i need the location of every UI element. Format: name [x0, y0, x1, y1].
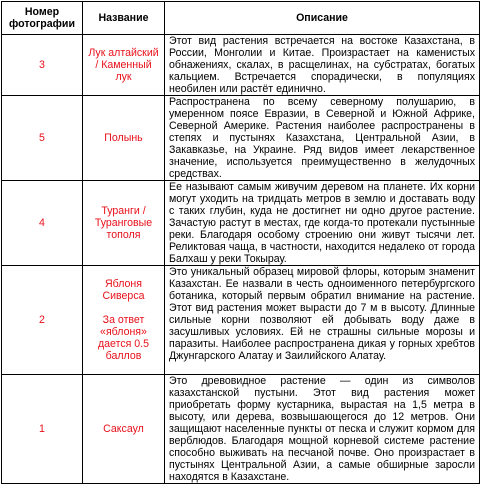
- description-cell: Распространена по всему северному полушарию, в умеренном поясе Евразии, в Северной и Южной Африке, Северной Америке. Растения наиболее распространены в степях и пустынях Казахстана, Центральной Азии, в Закавказье, на Украине. Ряд видов имеет лекарственное значение, используется преимущественно в желудочных средствах.: [165, 96, 480, 181]
- scoring-note: За ответ «яблоня» дается 0.5 баллов: [97, 314, 150, 362]
- table-row: [2, 266, 480, 375]
- description-cell: Этот вид растения встречается на востоке Казахстана, в России, Монголии и Китае. Произрастает на каменистых обнажениях, скалах, в расщелинах, на субстратах, богатых кальцием. Встречается спорадически, в популяциях необилен или растёт единично.: [165, 35, 480, 96]
- plant-name-cell: Лук алтайский / Каменный лук: [83, 35, 165, 96]
- photo-number-cell: 1: [2, 375, 83, 484]
- header-name: Название: [83, 2, 165, 35]
- plant-name-text: Яблоня Сиверса: [102, 278, 145, 302]
- header-photo-number: Номер фотографии: [2, 2, 83, 35]
- table-row: [2, 35, 480, 96]
- table-row: [2, 96, 480, 181]
- header-row: [2, 2, 480, 35]
- photo-number-cell: 4: [2, 181, 83, 266]
- plant-name-cell: [83, 266, 165, 375]
- description-cell: Это древовидное растение — один из символов казахстанской пустыни. Этот вид растения может приобретать форму кустарника, вырастая на 1,5 метра в высоту, или дерева, возвышающегося до 12 метров. Они защищают населенные пункты от песка и служит кормом для верблюдов. Благодаря мощной корневой системе растение способно выживать на песчаной почве. Оно произрастает в пустынях Центральной Азии, а самые обширные заросли находятся в Казахстане.: [165, 375, 480, 484]
- plant-name-cell: Полынь: [83, 96, 165, 181]
- table-row: [2, 181, 480, 266]
- photo-number-cell: 3: [2, 35, 83, 96]
- photo-number-cell: 5: [2, 96, 83, 181]
- table-row: [2, 375, 480, 484]
- plant-name-cell: Саксаул: [83, 375, 165, 484]
- description-cell: Ее называют самым живучим деревом на планете. Их корни могут уходить на тридцать метров в землю и доставать воду с таких глубин, куда не достигнет ни одно другое растение. Зачастую растут в местах, где когда-то протекали пустынные реки. Благодаря особому строению они живут тысячи лет. Реликтовая чаща, в частности, находится недалеко от города Балхаш у реки Токырау.: [165, 181, 480, 266]
- photo-number-cell: 2: [2, 266, 83, 375]
- plants-table: [1, 1, 480, 484]
- header-description: Описание: [165, 2, 480, 35]
- plant-name-cell: Туранги / Туранговые тополя: [83, 181, 165, 266]
- description-cell: Это уникальный образец мировой флоры, которым знаменит Казахстан. Ее назвали в честь одноименного петербургского ботаника, который первым обратил внимание на растение. Этот вид растения может вырасти до 7 м в высоту. Длинные сильные корни позволяют ей добывать воду даже в засушливых условиях. Ей не страшны сильные морозы и паразиты. Наиболее распространена дикая у горных хребтов Джунгарского Алатау и Заилийского Алатау.: [165, 266, 480, 375]
